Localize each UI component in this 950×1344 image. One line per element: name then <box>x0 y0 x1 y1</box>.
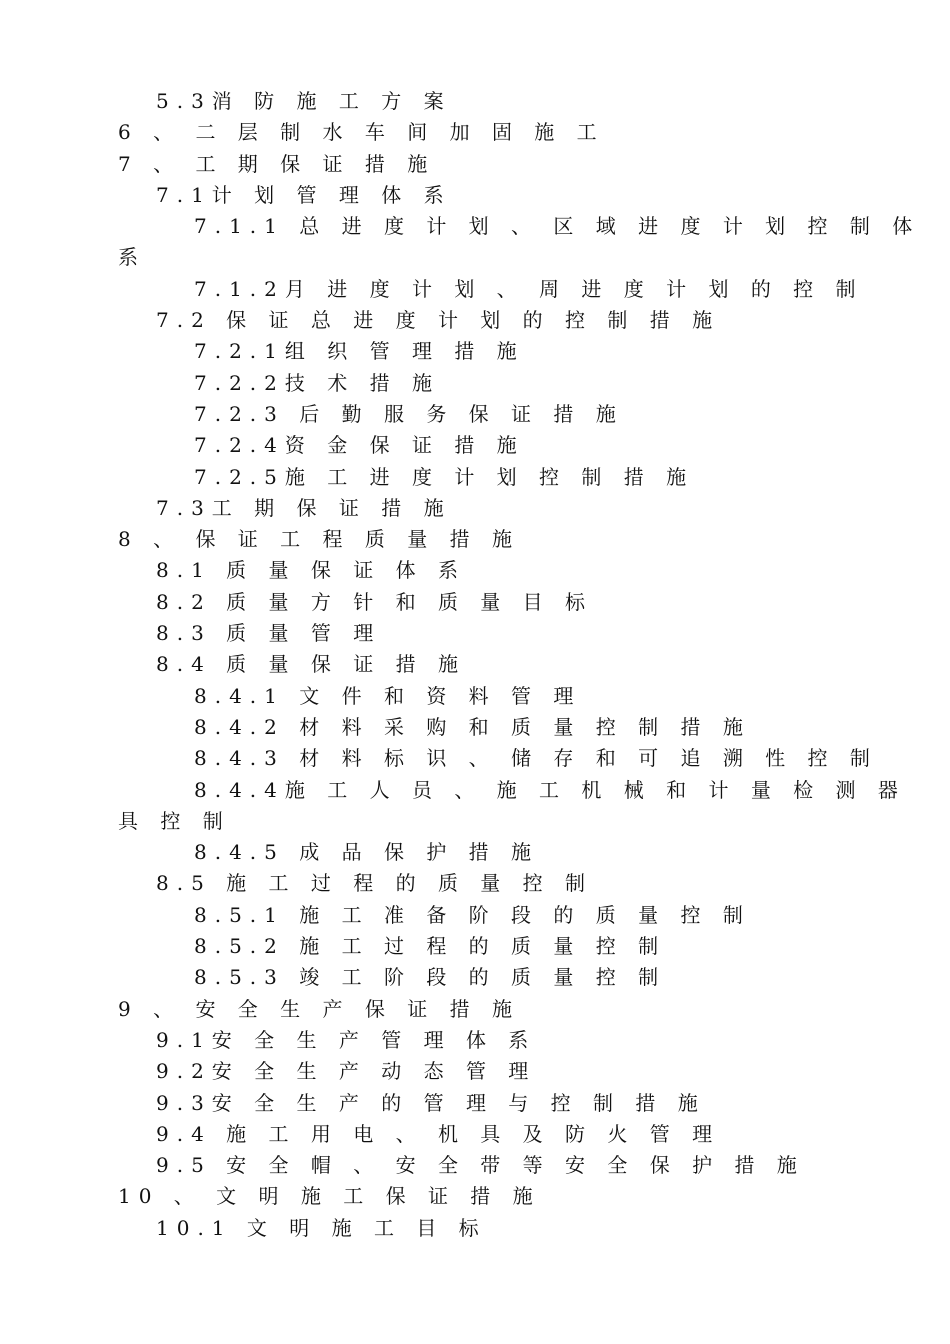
toc-continuation: 系 <box>118 245 146 270</box>
toc-subentry: 8.5.1 施 工 准 备 阶 段 的 质 量 控 制 <box>194 902 751 927</box>
toc-entry: 9.2安 全 生 产 动 态 管 理 <box>156 1059 537 1084</box>
toc-chapter: 7 、 工 期 保 证 措 施 <box>118 151 436 176</box>
toc-subentry: 8.4.3 材 料 标 识 、 储 存 和 可 追 溯 性 控 制 <box>194 746 878 771</box>
toc-entry: 7.3工 期 保 证 措 施 <box>156 495 452 520</box>
toc-entry: 9.3安 全 生 产 的 管 理 与 控 制 措 施 <box>156 1090 706 1115</box>
toc-entry: 9.5 安 全 帽 、 安 全 带 等 安 全 保 护 措 施 <box>156 1153 805 1178</box>
toc-subentry: 7.1.2月 进 度 计 划 、 周 进 度 计 划 的 控 制 <box>194 276 864 301</box>
toc-subentry: 7.2.4资 金 保 证 措 施 <box>194 433 525 458</box>
toc-subentry: 8.4.4施 工 人 员 、 施 工 机 械 和 计 量 检 测 器 <box>194 777 906 802</box>
toc-subentry: 8.5.2 施 工 过 程 的 质 量 控 制 <box>194 934 667 959</box>
toc-entry: 8.1 质 量 保 证 体 系 <box>156 558 466 583</box>
toc-subentry: 8.4.1 文 件 和 资 料 管 理 <box>194 683 582 708</box>
toc-entry: 7.1计 划 管 理 体 系 <box>156 182 452 207</box>
toc-subentry: 7.2.3 后 勤 服 务 保 证 措 施 <box>194 401 624 426</box>
toc-entry: 8.2 质 量 方 针 和 质 量 目 标 <box>156 589 594 614</box>
toc-subentry: 7.2.1组 织 管 理 措 施 <box>194 339 525 364</box>
toc-entry: 8.3 质 量 管 理 <box>156 621 382 646</box>
toc-subentry: 8.5.3 竣 工 阶 段 的 质 量 控 制 <box>194 965 667 990</box>
toc-subentry: 7.1.1 总 进 度 计 划 、 区 域 进 度 计 划 控 制 体 <box>194 214 921 239</box>
toc-chapter: 9 、 安 全 生 产 保 证 措 施 <box>118 996 520 1021</box>
toc-subentry: 8.4.2 材 料 采 购 和 质 量 控 制 措 施 <box>194 714 751 739</box>
toc-subentry: 7.2.5施 工 进 度 计 划 控 制 措 施 <box>194 464 695 489</box>
toc-entry: 10.1 文 明 施 工 目 标 <box>156 1215 487 1240</box>
table-of-contents <box>0 86 950 1244</box>
toc-entry: 8.5 施 工 过 程 的 质 量 控 制 <box>156 871 594 896</box>
toc-subentry: 7.2.2技 术 措 施 <box>194 370 440 395</box>
toc-entry: 8.4 质 量 保 证 措 施 <box>156 652 466 677</box>
toc-entry: 9.4 施 工 用 电 、 机 具 及 防 火 管 理 <box>156 1121 721 1146</box>
toc-continuation: 具 控 制 <box>118 808 231 833</box>
toc-subentry: 8.4.5 成 品 保 护 措 施 <box>194 840 540 865</box>
toc-chapter: 8 、 保 证 工 程 质 量 措 施 <box>118 527 520 552</box>
toc-entry: 7.2 保 证 总 进 度 计 划 的 控 制 措 施 <box>156 308 721 333</box>
toc-chapter: 10 、 文 明 施 工 保 证 措 施 <box>118 1184 541 1209</box>
toc-chapter: 6 、 二 层 制 水 车 间 加 固 施 工 <box>118 120 605 145</box>
toc-entry: 5.3消 防 施 工 方 案 <box>156 89 452 113</box>
toc-entry: 9.1安 全 生 产 管 理 体 系 <box>156 1027 537 1052</box>
